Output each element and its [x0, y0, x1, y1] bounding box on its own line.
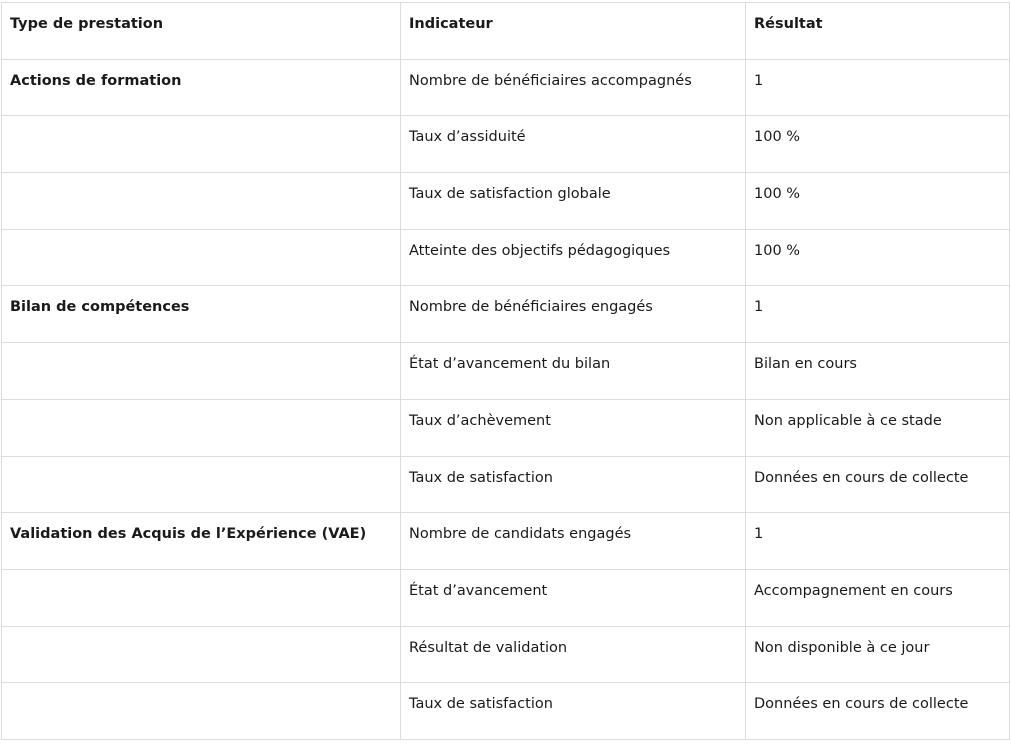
cell-type	[2, 229, 401, 286]
cell-type	[2, 569, 401, 626]
table-row	[2, 59, 1010, 116]
cell-result: Bilan en cours	[746, 343, 1010, 400]
table-row	[2, 626, 1010, 683]
cell-indicator: État d’avancement du bilan	[401, 343, 746, 400]
table-row	[2, 399, 1010, 456]
table-body	[2, 59, 1010, 739]
cell-result: Données en cours de collecte	[746, 683, 1010, 740]
cell-type	[2, 456, 401, 513]
cell-indicator: Taux d’achèvement	[401, 399, 746, 456]
cell-result: Non applicable à ce stade	[746, 399, 1010, 456]
cell-indicator: Taux de satisfaction globale	[401, 173, 746, 230]
table-row	[2, 173, 1010, 230]
cell-result: 100 %	[746, 116, 1010, 173]
cell-result: 100 %	[746, 229, 1010, 286]
cell-type	[2, 173, 401, 230]
cell-result: 1	[746, 59, 1010, 116]
cell-indicator: Atteinte des objectifs pédagogiques	[401, 229, 746, 286]
cell-indicator: Nombre de candidats engagés	[401, 513, 746, 570]
table-row	[2, 116, 1010, 173]
table-row	[2, 569, 1010, 626]
cell-result: Données en cours de collecte	[746, 456, 1010, 513]
cell-type	[2, 399, 401, 456]
cell-type	[2, 116, 401, 173]
cell-type: Actions de formation	[2, 59, 401, 116]
table-row	[2, 229, 1010, 286]
cell-indicator: État d’avancement	[401, 569, 746, 626]
cell-type	[2, 683, 401, 740]
header-type: Type de prestation	[2, 3, 401, 60]
cell-type: Validation des Acquis de l’Expérience (VAE)	[2, 513, 401, 570]
cell-type	[2, 626, 401, 683]
cell-result: Accompagnement en cours	[746, 569, 1010, 626]
results-table	[1, 2, 1010, 740]
table-row	[2, 286, 1010, 343]
cell-indicator: Taux de satisfaction	[401, 683, 746, 740]
header-indicator: Indicateur	[401, 3, 746, 60]
table-row	[2, 513, 1010, 570]
table-row	[2, 456, 1010, 513]
cell-indicator: Taux d’assiduité	[401, 116, 746, 173]
table-row	[2, 683, 1010, 740]
table-row	[2, 343, 1010, 400]
cell-type: Bilan de compétences	[2, 286, 401, 343]
header-result: Résultat	[746, 3, 1010, 60]
cell-indicator: Nombre de bénéficiaires engagés	[401, 286, 746, 343]
cell-result: Non disponible à ce jour	[746, 626, 1010, 683]
cell-indicator: Taux de satisfaction	[401, 456, 746, 513]
cell-type	[2, 343, 401, 400]
cell-result: 100 %	[746, 173, 1010, 230]
cell-indicator: Résultat de validation	[401, 626, 746, 683]
cell-indicator: Nombre de bénéficiaires accompagnés	[401, 59, 746, 116]
cell-result: 1	[746, 286, 1010, 343]
header-row	[2, 3, 1010, 60]
cell-result: 1	[746, 513, 1010, 570]
table-header	[2, 3, 1010, 60]
